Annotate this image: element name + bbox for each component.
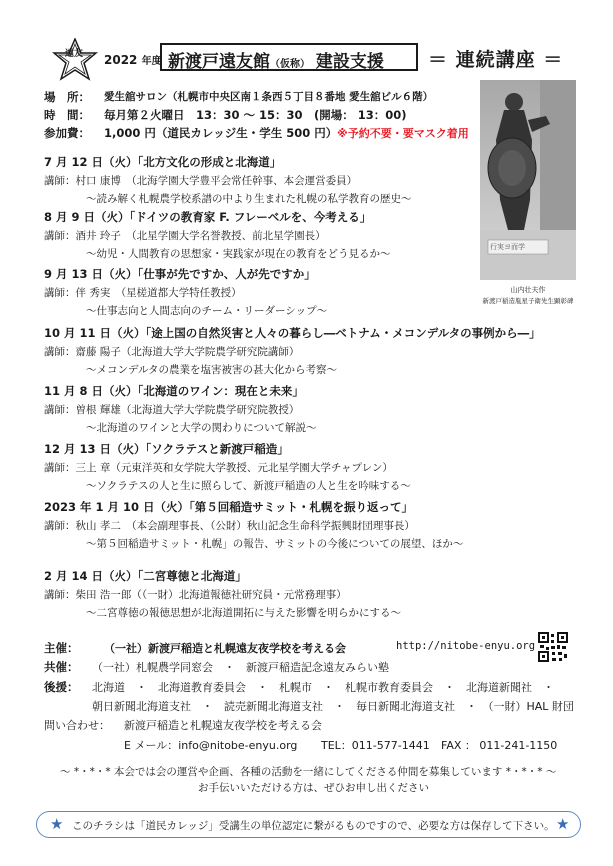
time-value: 毎月第２火曜日 13：30 ～ 15：30 (開場： 13：00) [104, 108, 407, 122]
lecture-description: ～仕事志向と人間志向のチーム・リーダーシップ～ [86, 305, 328, 317]
recruit-line-1: ～ *・*・* 本会では会の運営や企画、各種の活動を一緒にしてくださる仲間を募集しています *・*・* ～ [60, 766, 557, 778]
host-value: （一社）新渡戸稲造と札幌遠友夜学校を考える会 [104, 642, 346, 655]
lecture-description: ～ソクラテスの人と生に照らして、新渡戸稲造の人と生を吟味する～ [86, 480, 411, 492]
lecture-speaker: 講師：三上 章（元東洋英和女学院大学教授、元北星学園大学チャプレン） [44, 462, 393, 474]
title-main: 新渡戸遠友館 [168, 52, 270, 72]
lecture-date-title: 8 月 9 日（火）「ドイツの教育家 F. フレーベルを、今考える」 [44, 210, 372, 224]
lecture-date-title: 2 月 14 日（火）「二宮尊徳と北海道」 [44, 569, 247, 583]
lecture-date-title: 2023 年 1 月 10 日（火）「第５回稲造サミット・札幌を振り返って」 [44, 500, 414, 514]
fee-note: ※予約不要・要マスク着用 [337, 127, 469, 140]
lecture-speaker: 講師：村口 康博 （北海学園大学豊平会常任幹事、本会運営委員） [44, 175, 358, 187]
support-line-2: 朝日新聞北海道支社 ・ 読売新聞北海道支社 ・ 毎日新聞北海道支社 ・ （一財）HAL 財団 [92, 700, 574, 713]
support-label: 後援： [44, 680, 79, 694]
lecture-speaker: 講師：曽根 輝雄（北海道大学大学院農学研究院教授） [44, 404, 300, 416]
cohost-value: （一社）札幌農学同窓会 ・ 新渡戸稲造記念遠友みらい塾 [92, 661, 389, 674]
contact-fax: FAX ： 011-241-1150 [441, 739, 558, 752]
lecture-item [44, 266, 327, 318]
title-kari: （仮称） [270, 59, 310, 70]
lecture-speaker: 講師：秋山 孝二 （本会副理事長、（公財）秋山記念生命科学振興財団理事長） [44, 520, 415, 532]
lecture-description: ～第５回稲造サミット・札幌」の報告、サミットの今後についての展望、ほか～ [86, 538, 464, 550]
series-title: ＝ 連続講座 ＝ [428, 49, 564, 71]
note-text: このチラシは「道民カレッジ」受講生の単位認定に繋がるものですので、必要な方は保存して下さい。 [72, 820, 555, 832]
lecture-date-title: 11 月 8 日（火）「北海道のワイン：現在と未来」 [44, 384, 304, 398]
star-icon: ★ [556, 815, 570, 833]
lecture-date-title: 9 月 13 日（火）「仕事が先ですか、人が先ですか」 [44, 267, 316, 281]
lecture-description: ～読み解く札幌農学校系譜の中より生まれた札幌の私学教育の歴史～ [86, 193, 412, 205]
lecture-speaker: 講師：柴田 浩一郎（（一財）北海道報徳社研究員・元常務理事） [44, 589, 347, 601]
lecture-description: ～二宮尊徳の報徳思想が北海道開拓に与えた影響を明らかにする～ [86, 607, 401, 619]
contact-tel: TEL：011-577-1441 [321, 739, 430, 752]
photo-caption-artist: 山内壮夫作 [510, 286, 546, 294]
contact-value: 新渡戸稲造と札幌遠友夜学校を考える会 [124, 719, 322, 732]
cohost-label: 共催： [44, 660, 79, 674]
lecture-item [44, 209, 391, 261]
contact-label: 問い合わせ： [44, 719, 110, 732]
lecture-item [44, 441, 411, 493]
title-end: 建設支援 [315, 52, 384, 72]
page-title [168, 47, 384, 72]
lecture-item [44, 325, 541, 377]
lecture-speaker: 講師：酒井 玲子 （北星学園大学名誉教授、前北星学園長） [44, 230, 326, 242]
star-logo-icon [52, 38, 98, 84]
venue-label: 場 所： [44, 90, 90, 104]
lecture-description: ～幼児・人間教育の思想家・実践家が現在の教育をどう見るか～ [86, 248, 391, 260]
fee-value: 1,000 円（道民カレッジ生・学生 500 円） [104, 126, 338, 140]
year-number: 2022 [104, 53, 138, 67]
lecture-item [44, 499, 463, 551]
host-label: 主催： [44, 641, 79, 655]
time-label: 時 間： [44, 108, 90, 122]
lecture-date-title: 7 月 12 日（火）「北方文化の形成と北海道」 [44, 155, 282, 169]
star-icon: ★ [50, 815, 64, 833]
fee-label: 参加費： [44, 126, 90, 140]
lecture-item [44, 154, 412, 206]
qr-code-icon [538, 632, 568, 662]
lecture-date-title: 12 月 13 日（火）「ソクラテスと新渡戸稲造」 [44, 442, 289, 456]
lecture-speaker: 講師：齋藤 陽子（北海道大学大学院農学研究院講師） [44, 346, 300, 358]
photo-caption-title: 新渡戸稲造胤星子衛先生顕彰碑 [482, 297, 574, 305]
lecture-item [44, 568, 401, 620]
host-url-link[interactable]: http://nitobe-enyu.org [396, 640, 536, 652]
lecture-speaker: 講師：伴 秀実 （星槎道都大学特任教授） [44, 287, 242, 299]
lecture-item [44, 383, 316, 435]
lecture-description: ～北海道のワインと大学の関わりについて解説～ [86, 422, 317, 434]
plaque-text: 行実ヨ而学 [490, 243, 525, 251]
venue-value: 愛生舘サロン（札幌市中央区南１条西５丁目８番地 愛生舘ビル６階） [104, 91, 434, 103]
contact-email-link[interactable]: E メール：info@nitobe-enyu.org [124, 739, 298, 752]
support-line-1: 北海道 ・ 北海道教育委員会 ・ 札幌市 ・ 札幌市教育委員会 ・ 北海道新聞社 ・ [92, 681, 554, 694]
lecture-date-title: 10 月 11 日（火）「途上国の自然災害と人々の暮らし―ベトナム・メコンデルタの事例から―」 [44, 326, 541, 340]
year-suffix: 年度 [141, 56, 162, 67]
recruit-line-2: お手伝いいただける方は、ぜひお申し出ください [198, 782, 429, 794]
lecture-description: ～メコンデルタの農業を塩害被害の甚大化から考察～ [86, 364, 338, 376]
logo-text: 遠友 [64, 49, 83, 59]
year-label [104, 52, 162, 67]
